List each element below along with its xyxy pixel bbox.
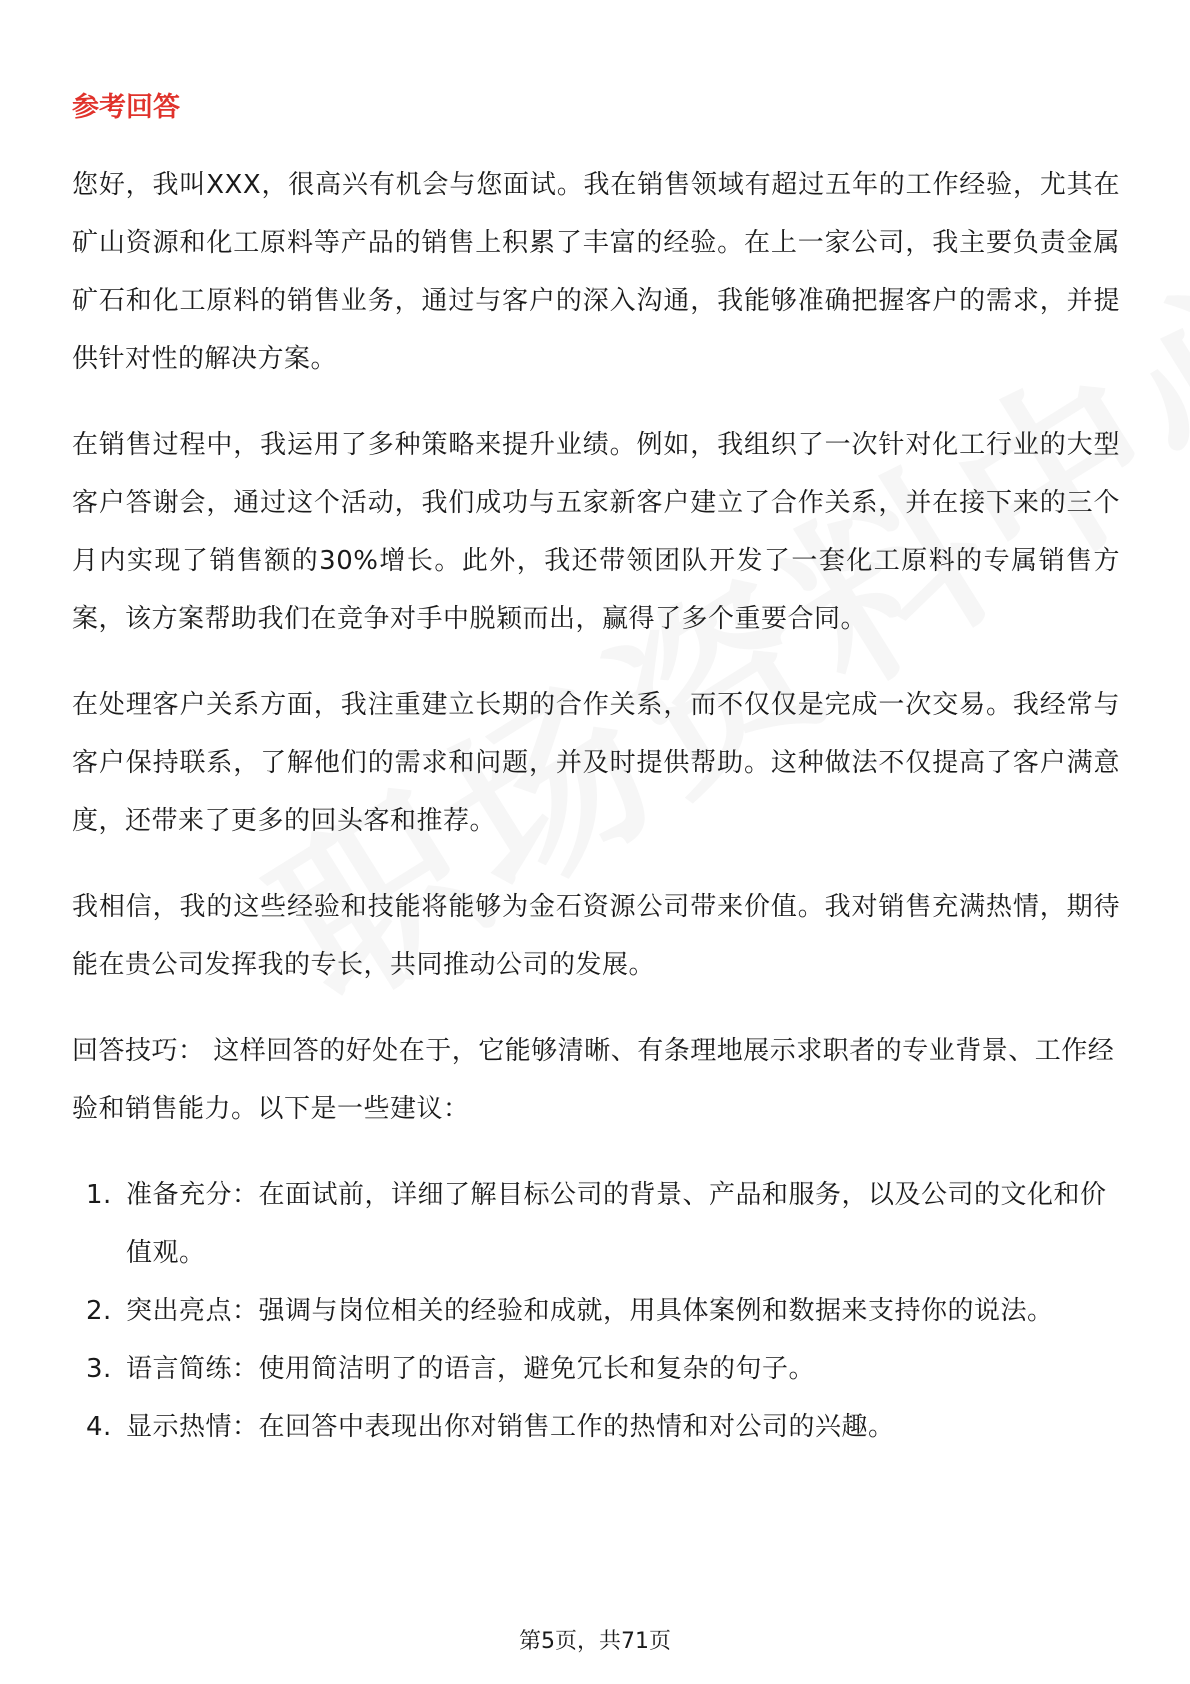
- list-item-text: 显示热情：在回答中表现出你对销售工作的热情和对公司的兴趣。: [126, 1412, 895, 1442]
- list-item-number: 4.: [86, 1412, 112, 1442]
- list-item-number: 1.: [86, 1180, 112, 1210]
- list-item-number: 3.: [86, 1354, 112, 1384]
- tips-list: [72, 1166, 1120, 1456]
- answer-paragraph-2: 在销售过程中，我运用了多种策略来提升业绩。例如，我组织了一次针对化工行业的大型客户答谢会，通过这个活动，我们成功与五家新客户建立了合作关系，并在接下来的三个月内实现了销售额的30%增长。此外，我还带领团队开发了一套化工原料的专属销售方案，该方案帮助我们在竞争对手中脱颖而出，赢得了多个重要合同。: [72, 430, 1120, 634]
- list-item: [72, 1166, 1120, 1282]
- answer-paragraph-3: 在处理客户关系方面，我注重建立长期的合作关系，而不仅仅是完成一次交易。我经常与客户保持联系，了解他们的需求和问题，并及时提供帮助。这种做法不仅提高了客户满意度，还带来了更多的回头客和推荐。: [72, 690, 1120, 836]
- list-item-text: 突出亮点：强调与岗位相关的经验和成就，用具体案例和数据来支持你的说法。: [126, 1296, 1054, 1326]
- page-number: 第5页，共71页: [519, 1629, 671, 1654]
- list-item-number: 2.: [86, 1296, 112, 1326]
- list-item-text: 准备充分：在面试前，详细了解目标公司的背景、产品和服务，以及公司的文化和价值观。: [126, 1180, 1107, 1268]
- page-content: [72, 88, 1120, 1456]
- list-item-text: 语言简练：使用简洁明了的语言，避免冗长和复杂的句子。: [126, 1354, 816, 1384]
- section-heading: 参考回答: [72, 92, 180, 123]
- answer-paragraph-4: 我相信，我的这些经验和技能将能够为金石资源公司带来价值。我对销售充满热情，期待能在贵公司发挥我的专长，共同推动公司的发展。: [72, 892, 1120, 980]
- tips-intro: 回答技巧： 这样回答的好处在于，它能够清晰、有条理地展示求职者的专业背景、工作经验和销售能力。以下是一些建议：: [72, 1036, 1115, 1124]
- answer-paragraph-1: 您好，我叫XXX，很高兴有机会与您面试。我在销售领域有超过五年的工作经验，尤其在矿山资源和化工原料等产品的销售上积累了丰富的经验。在上一家公司，我主要负责金属矿石和化工原料的销售业务，通过与客户的深入沟通，我能够准确把握客户的需求，并提供针对性的解决方案。: [72, 170, 1120, 374]
- list-item: [72, 1282, 1120, 1340]
- list-item: [72, 1398, 1120, 1456]
- list-item: [72, 1340, 1120, 1398]
